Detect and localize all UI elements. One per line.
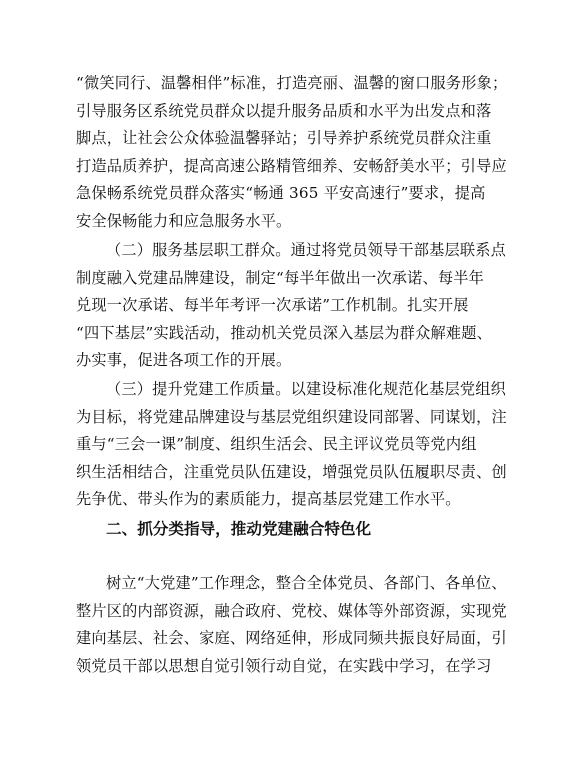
paragraph-improve-quality (76, 376, 512, 514)
text-line: 先争优、带头作为的素质能力，提高基层党建工作水平。 (76, 490, 461, 509)
text-line: “微笑同行、温馨相伴”标准，打造亮丽、温馨的窗口服务形象； (76, 74, 508, 92)
text-line: 脚点，让社会公众体验温馨驿站；引导养护系统党员群众注重 (76, 129, 492, 148)
text-line: 重与“三会一课”制度、组织生活会、民主评议党员等党内组 (76, 435, 477, 454)
text-line: 为目标，将党建品牌建设与基层党组织建设同部署、同谋划，注 (76, 407, 507, 426)
text-line: 织生活相结合，注重党员队伍建设，增强党员队伍履职尽责、创 (76, 462, 507, 481)
text-line: 安全保畅能力和应急服务水平。 (76, 211, 292, 230)
text-line: 领党员干部以思想自觉引领行动自觉，在实践中学习，在学习 (76, 656, 492, 675)
text-line: （二）服务基层职工群众。通过将党员领导干部基层联系点 (106, 241, 507, 259)
text-line: 制度融入党建品牌建设，制定“每半年做出一次承诺、每半年 (76, 268, 485, 287)
text-line: 建向基层、社会、家庭、网络延伸，形成同频共振良好局面，引 (76, 629, 507, 648)
paragraph-big-party-building (76, 570, 512, 680)
text-line: 整片区的内部资源，融合政府、党校、媒体等外部资源，实现党 (76, 601, 507, 620)
paragraph-service-image (76, 70, 512, 236)
text-line: 引导服务区系统党员群众以提升服务品质和水平为出发点和落 (76, 101, 492, 120)
text-line: （三）提升党建工作质量。以建设标准化规范化基层党组织 (106, 380, 507, 398)
text-line: 打造品质养护，提高高速公路精管细养、安畅舒美水平；引导应 (76, 156, 507, 175)
text-line: 兑现一次承诺、每半年考评一次承诺”工作机制。扎实开展 (76, 296, 469, 315)
text-line: “四下基层”实践活动，推动机关党员深入基层为群众解难题、 (76, 323, 493, 342)
text-line: 急保畅系统党员群众落实“畅通 365 平安高速行”要求，提高 (76, 184, 486, 203)
paragraph-serve-grassroots (76, 237, 512, 375)
section-heading: 二、抓分类指导，推动党建融合特色化 (106, 519, 372, 538)
text-line: 办实事，促进各项工作的开展。 (76, 351, 292, 370)
text-line: 树立“大党建”工作理念，整合全体党员、各部门、各单位、 (106, 574, 507, 592)
